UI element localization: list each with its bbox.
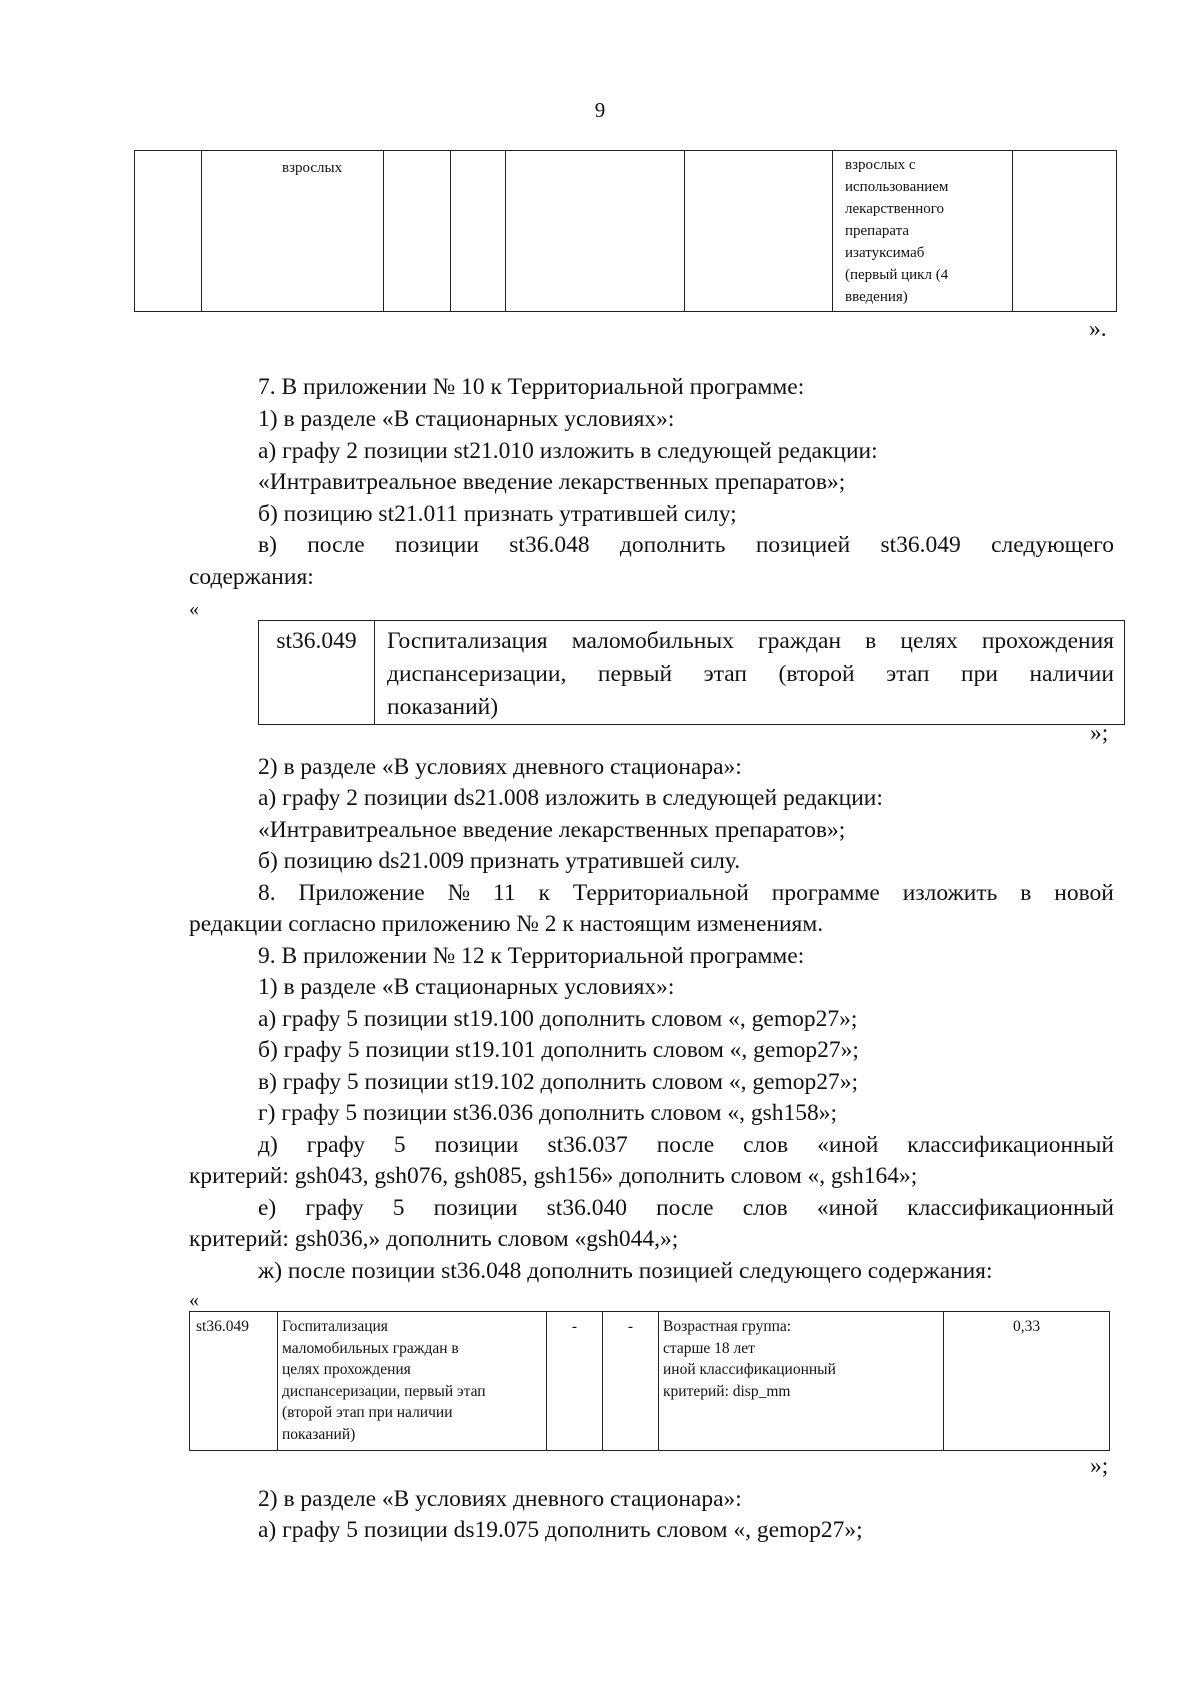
word: st36.037: [547, 1132, 628, 1158]
table-cell-description: [375, 621, 1125, 725]
word: «иной: [817, 1132, 879, 1158]
cell-text-line: (первый цикл (4: [845, 267, 949, 283]
cell-text: -: [571, 1318, 578, 1335]
word: д): [258, 1132, 278, 1158]
word: st36.040: [546, 1195, 627, 1221]
table-cell-dash: [603, 1312, 659, 1451]
cell-text-line: критерий: disp_mm: [663, 1382, 791, 1400]
cell-text: взрослых: [282, 160, 343, 176]
word: изложить: [902, 880, 998, 906]
word: графу: [305, 1195, 364, 1221]
word: в: [1020, 880, 1032, 906]
table-cell-code: [190, 1312, 278, 1451]
cell-text-line: иной классификационный: [663, 1361, 836, 1378]
table-cell: [833, 151, 1013, 312]
word: позиции: [433, 1195, 518, 1221]
cell-text-line: диспансеризации, первый этап: [282, 1382, 486, 1400]
word: «иной: [816, 1195, 879, 1221]
word: слов: [742, 1195, 788, 1221]
cell-text-line: старше 18 лет: [663, 1339, 755, 1357]
word: классификационный: [907, 1195, 1114, 1221]
cell-text-line: [387, 658, 1124, 691]
word: №: [447, 880, 471, 906]
table-cell: [506, 151, 685, 312]
word: 11: [492, 880, 516, 906]
item9-section1: 1) в разделе «В стационарных условиях»:: [258, 974, 675, 1000]
table-cell: [685, 151, 833, 312]
cell-text-line: Госпитализация: [282, 1318, 388, 1335]
item7-s2-a: а) графу 2 позиции ds21.008 изложить в следующей редакции:: [258, 785, 883, 811]
word: 8.: [258, 880, 276, 906]
item7-s2-a-text: «Интравитреальное введение лекарственных препаратов»;: [258, 817, 846, 843]
table-cell-code: [259, 621, 375, 725]
word: позиции: [434, 1132, 519, 1158]
closing-quote: »;: [1090, 1453, 1109, 1479]
cell-text-line: изатуксимаб: [845, 245, 925, 261]
word: позиции: [395, 532, 479, 558]
item9-section2: 2) в разделе «В условиях дневного стационара»:: [258, 1486, 742, 1512]
word: Территориальной: [572, 880, 749, 906]
item9-d-line2: критерий: gsh043, gsh076, gsh085, gsh156» дополнить словом «, gsh164»;: [189, 1163, 918, 1189]
word: графу: [306, 1132, 365, 1158]
cell-text: 0,33: [1012, 1318, 1041, 1335]
table-cell: [384, 151, 451, 312]
item9-heading: 9. В приложении № 12 к Территориальной программе:: [258, 943, 805, 969]
word: 5: [392, 1195, 405, 1221]
cell-text-line: использованием: [845, 179, 949, 195]
opening-quote: «: [189, 1289, 199, 1311]
item7-v-line2: содержания:: [189, 564, 314, 590]
word: первый: [597, 661, 673, 687]
cell-text-line: маломобильных граждан в: [282, 1339, 459, 1357]
word: классификационный: [907, 1132, 1114, 1158]
item8-line1: [258, 878, 1114, 909]
continuation-table: [134, 150, 1117, 312]
item7-table: [258, 620, 1125, 725]
word: новой: [1054, 880, 1114, 906]
table-cell: [135, 151, 202, 312]
table-cell: [451, 151, 506, 312]
item9-v: в) графу 5 позиции st19.102 дополнить словом «, gemop27»;: [258, 1069, 859, 1095]
closing-quote: »;: [1090, 720, 1109, 746]
word: диспансеризации,: [387, 661, 567, 687]
word: при: [961, 661, 998, 687]
word: st36.049: [880, 532, 961, 558]
item9-a: а) графу 5 позиции st19.100 дополнить словом «, gemop27»;: [258, 1006, 858, 1032]
table-cell-description: [278, 1312, 547, 1451]
word: следующего: [991, 532, 1114, 558]
table-cell: [202, 151, 384, 312]
table-cell-criteria: [659, 1312, 944, 1451]
word: позицией: [755, 532, 851, 558]
word: наличии: [1029, 661, 1114, 687]
item9-b: б) графу 5 позиции st19.101 дополнить словом «, gemop27»;: [258, 1037, 859, 1063]
cell-text-line: целях прохождения: [282, 1361, 411, 1378]
word: st36.048: [509, 532, 590, 558]
item7-section1: 1) в разделе «В стационарных условиях»:: [258, 406, 675, 432]
item9-g: г) графу 5 позиции st36.036 дополнить словом «, gsh158»;: [258, 1100, 838, 1126]
cell-text-line: взрослых с: [845, 157, 916, 173]
word: в: [865, 628, 877, 654]
opening-quote: «: [189, 598, 199, 620]
item9-e-line2: критерий: gsh036,» дополнить словом «gsh044,»;: [189, 1226, 679, 1252]
item7-a: а) графу 2 позиции st21.010 изложить в следующей редакции:: [258, 438, 878, 464]
item7-b: б) позицию st21.011 признать утратившей силу;: [258, 501, 737, 527]
word: к: [538, 880, 550, 906]
closing-quote: ».: [1089, 316, 1107, 342]
word: 5: [393, 1132, 406, 1158]
table-cell: [1013, 151, 1117, 312]
word: е): [258, 1195, 277, 1221]
word: этап: [886, 661, 930, 687]
word: дополнить: [619, 532, 726, 558]
item8-line2: редакции согласно приложению № 2 к настоящим изменениям.: [189, 911, 824, 937]
word: программе: [771, 880, 880, 906]
word: целях: [900, 628, 958, 654]
word: Госпитализация: [387, 628, 548, 654]
word: прохождения: [981, 628, 1114, 654]
item7-s2-b: б) позицию ds21.009 признать утратившей силу.: [258, 848, 741, 874]
word: этап: [703, 661, 747, 687]
item7-a-text: «Интравитреальное введение лекарственных препаратов»;: [258, 469, 846, 495]
cell-text-line: показаний): [387, 694, 499, 720]
cell-text-line: Возрастная группа:: [663, 1318, 792, 1335]
word: граждан: [758, 628, 842, 654]
item7-heading: 7. В приложении № 10 к Территориальной программе:: [258, 374, 805, 400]
cell-text: st36.049: [276, 628, 357, 654]
word: слов: [743, 1132, 789, 1158]
item7-section2: 2) в разделе «В условиях дневного стационара»:: [258, 754, 742, 780]
cell-text-line: [387, 625, 1124, 658]
word: после: [656, 1132, 715, 1158]
word: в): [258, 532, 277, 558]
item9-zh: ж) после позиции st36.048 дополнить позицией следующего содержания:: [258, 1258, 993, 1284]
cell-text-line: лекарственного: [845, 201, 945, 217]
cell-text: st36.049: [196, 1318, 249, 1335]
cell-text-line: введения): [845, 289, 908, 305]
word: после: [307, 532, 365, 558]
item9-table: [189, 1311, 1110, 1451]
cell-text-line: (второй этап при наличии: [282, 1404, 453, 1421]
word: после: [656, 1195, 714, 1221]
item9-s2-a: а) графу 5 позиции ds19.075 дополнить словом «, gemop27»;: [258, 1517, 863, 1543]
table-cell-coefficient: [944, 1312, 1110, 1451]
cell-text: -: [627, 1318, 634, 1335]
cell-text-line: показаний): [282, 1425, 356, 1443]
item7-v-line1: [258, 530, 1114, 561]
word: маломобильных: [571, 628, 734, 654]
cell-text-line: препарата: [845, 223, 910, 239]
item9-e-line1: [258, 1193, 1114, 1224]
item9-d-line1: [258, 1130, 1114, 1161]
page-number: 9: [594, 98, 606, 122]
word: (второй: [778, 661, 855, 687]
table-cell-dash: [547, 1312, 603, 1451]
word: Приложение: [298, 880, 425, 906]
